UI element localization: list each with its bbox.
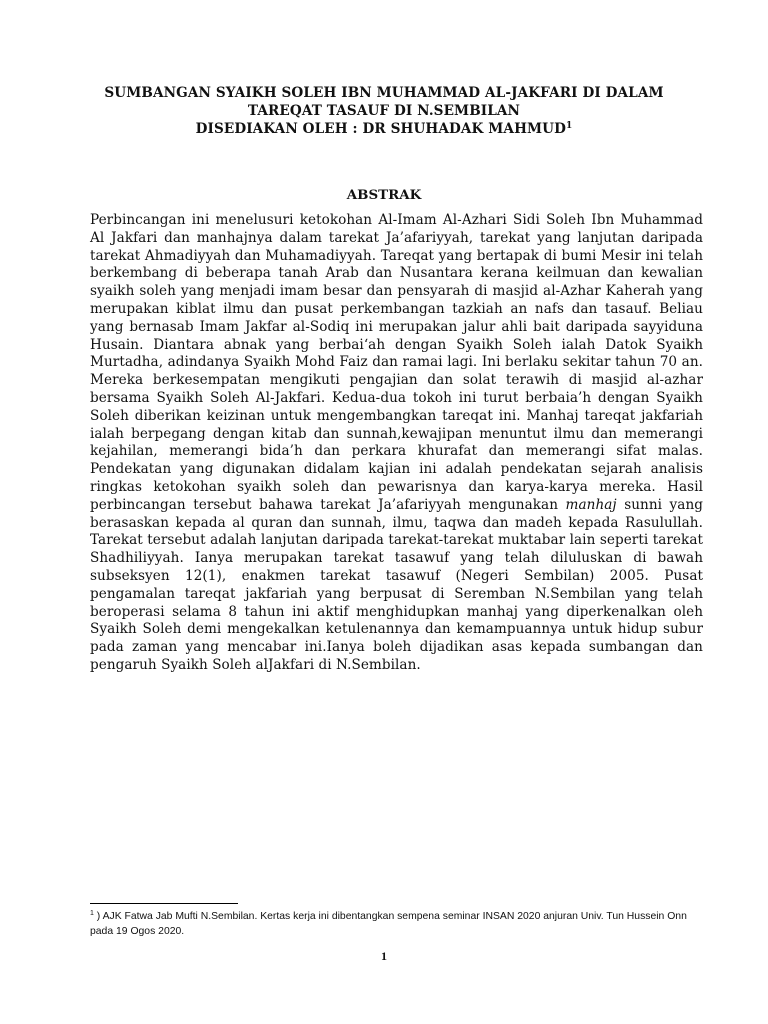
abstract-heading: ABSTRAK (346, 187, 422, 203)
page-number: 1 (381, 949, 387, 963)
title-line-2: TAREQAT TASAUF DI N.SEMBILAN (247, 103, 521, 119)
author-line (60, 120, 708, 138)
title-footnote-marker[interactable]: 1 (566, 121, 573, 131)
author-text: DISEDIAKAN OLEH : DR SHUHADAK MAHMUD (195, 121, 567, 137)
footnote-text: ) AJK Fatwa Jab Mufti N.Sembilan. Kertas kerja ini dibentangkan sempena seminar INSAN 2020 anjuran Univ. Tun Hussein Onn pada 19 Ogos 2020. (90, 911, 687, 937)
footnote (90, 909, 703, 939)
footnote-separator (90, 903, 238, 904)
abstract-text-part-2: sunni yang berasaskan kepada al quran dan sunnah, ilmu, taqwa dan madeh kepada Rasulullah. Tarekat tersebut adalah lanjutan daripada tarekat-tarekat muktabar lain seperti tarekat Shadhiliyyah. Ianya merupakan tarekat tasawuf yang telah diluluskan di bawah subseksyen 12(1), enakmen tarekat tasawuf (Negeri Sembilan) 2005. Pusat pengamalan tareqat jakfariah yang berpusat di Seremban N.Sembilan yang telah beroperasi selama 8 tahun ini aktif menghidupkan manhaj yang diperkenalkan oleh Syaikh Soleh demi mengekalkan ketulenannya dan kemampuannya untuk hidup subur pada zaman yang mencabar ini.Ianya boleh dijadikan asas kepada sumbangan dan pengaruh Syaikh Soleh alJakfari di N.Sembilan. (90, 496, 704, 673)
document-title (60, 84, 708, 138)
title-line-1: SUMBANGAN SYAIKH SOLEH IBN MUHAMMAD AL-JAKFARI DI DALAM (104, 85, 664, 101)
abstract-italic-term: manhaj (565, 496, 617, 513)
abstract-text-part-1: Perbincangan ini menelusuri ketokohan Al-Imam Al-Azhari Sidi Soleh Ibn Muhammad Al Jakfari dan manhajnya dalam tarekat Ja’afariyyah, tarekat yang lanjutan daripada tarekat Ahmadiyyah dan Muhamadiyyah. Tareqat yang bertapak di bumi Mesir ini telah berkembang di beberapa tanah Arab dan Nusantara kerana keilmuan dan kewalian syaikh soleh yang menjadi imam besar dan pensyarah di masjid al-Azhar Kaherah yang merupakan kiblat ilmu dan pusat perkembangan tazkiah an nafs dan tasauf. Beliau yang bernasab Imam Jakfar al-Sodiq ini merupakan jalur ahli bait daripada sayyiduna Husain. Diantara abnak yang berbai‘ah dengan Syaikh Soleh ialah Datok Syaikh Murtadha, adindanya Syaikh Mohd Faiz dan ramai lagi. Ini berlaku sekitar tahun 70 an. Mereka berkesempatan mengikuti pengajian dan solat terawih di masjid al-azhar bersama Syaikh Soleh Al-Jakfari. Kedua-dua tokoh ini turut berbaia’h dengan Syaikh Soleh diberikan keizinan untuk mengembangkan tareqat ini. Manhaj tareqat jakfariah ialah berpegang dengan kitab dan sunnah,kewajipan menuntut ilmu dan memerangi kejahilan, memerangi bida’h dan perkara khurafat dan memerangi sifat malas. Pendekatan yang digunakan didalam kajian ini adalah pendekatan sejarah analisis ringkas ketokohan syaikh soleh dan pewarisnya dan karya-karya mereka. Hasil perbincangan tersebut bahawa tarekat Ja’afariyyah mengunakan (90, 212, 703, 513)
footnote-marker: 1 (90, 910, 94, 917)
abstract-paragraph (90, 212, 703, 675)
